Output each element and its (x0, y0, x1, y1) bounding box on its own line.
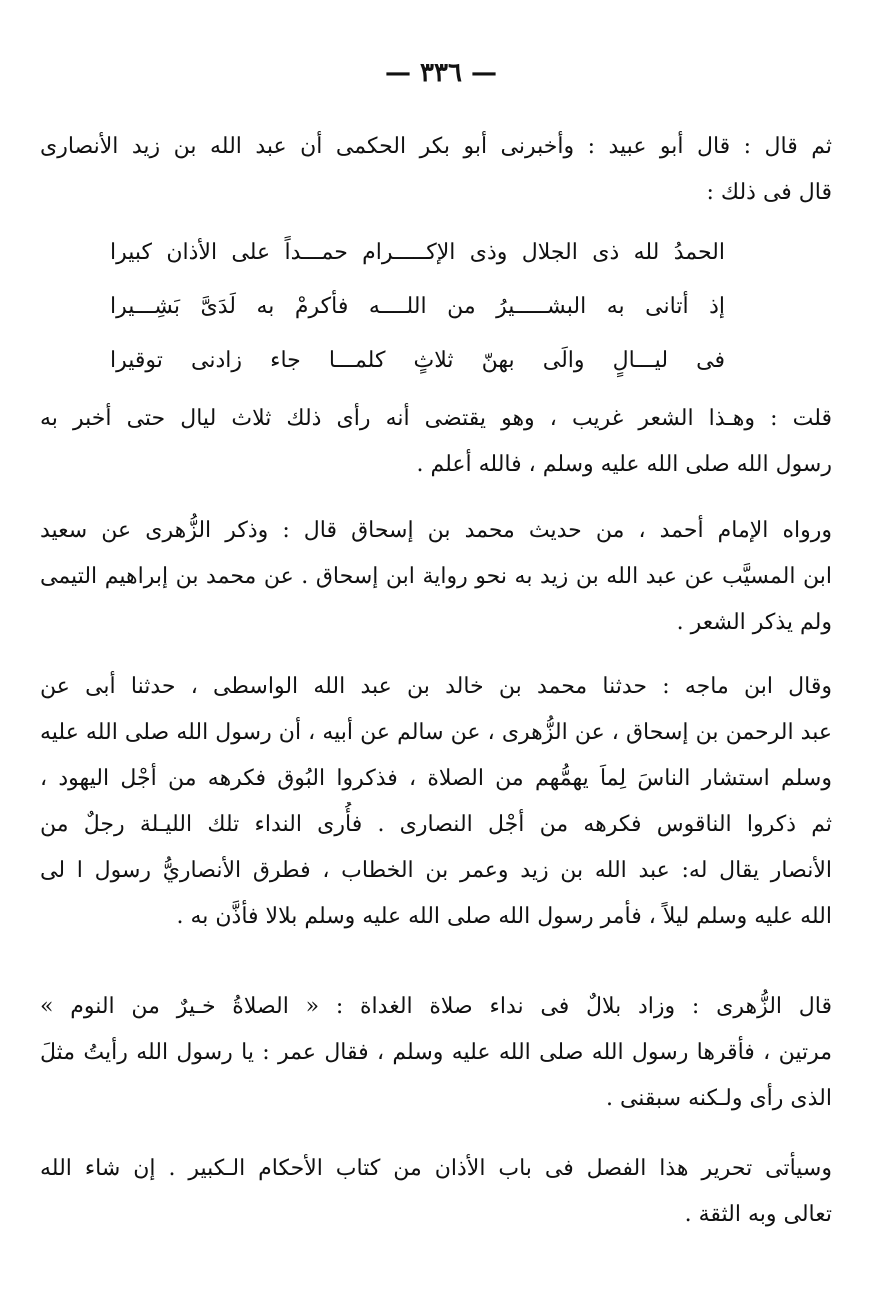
page-number: — ٣٣٦ — (384, 58, 498, 88)
poem-verse: الحمدُ لله ذى الجلال وذى الإكـــــرام حمـــداً على الأذان كبيرا (110, 240, 725, 265)
text-line: الله عليه وسلم ليلاً ، فأمر رسول الله صلى الله عليه وسلم بلالا فأذَّن به . (176, 904, 832, 929)
text-line: ثم ذكروا الناقوس فكرهه من أجْل النصارى . فأُرى النداء تلك الليـلة رجلٌ من (40, 812, 832, 837)
poem-verse: فى ليـــالٍ والَى بهنّ ثلاثٍ كلمـــا جاء زادنى توقيرا (110, 348, 725, 373)
paragraph-closing (40, 1146, 832, 1238)
text-line: قال الزُّهرى : وزاد بلالٌ فى نداء صلاة الغداة : « الصلاةُ خـيرٌ من النوم » (40, 994, 832, 1019)
text-line: ثم قال : قال أبو عبيد : وأخبرنى أبو بكر الحكمى أن عبد الله بن زيد الأنصارى (40, 134, 832, 159)
text-line: قلت : وهـذا الشعر غريب ، وهو يقتضى أنه رأى ذلك ثلاث ليال حتى أخبر به (40, 406, 832, 431)
paragraph-intro (40, 124, 832, 216)
text-line: وسيأتى تحرير هذا الفصل فى باب الأذان من كتاب الأحكام الـكبير . إن شاء الله (40, 1156, 832, 1181)
text-line: مرتين ، فأقرها رسول الله صلى الله عليه وسلم ، فقال عمر : يا رسول الله رأيتُ مثلَ (40, 1040, 832, 1065)
text-line: عبد الرحمن بن إسحاق ، عن الزُّهرى ، عن سالم عن أبيه ، أن رسول الله صلى الله عليه (40, 720, 832, 745)
paragraph-ibn-majah (40, 664, 832, 940)
paragraph-comment (40, 396, 832, 488)
text-line: وقال ابن ماجه : حدثنا محمد بن خالد بن عبد الله الواسطى ، حدثنا أبى عن (40, 674, 832, 699)
text-line: ورواه الإمام أحمد ، من حديث محمد بن إسحاق قال : وذكر الزُّهرى عن سعيد (40, 518, 832, 543)
poem (110, 226, 725, 388)
text-line: الأنصار يقال له: عبد الله بن زيد وعمر بن الخطاب ، فطرق الأنصاريُّ رسول ا لى (40, 858, 832, 883)
text-line: قال فى ذلك : (706, 180, 832, 205)
text-line: وسلم استشار الناسَ لِماَ يهمُّهم من الصلاة ، فذكروا البُوق فكرهه من أجْل اليهود ، (40, 766, 832, 791)
text-line: ولم يذكر الشعر . (676, 610, 832, 635)
text-line: الذى رأى ولـكنه سبقنى . (605, 1086, 832, 1111)
poem-verse: إذ أتانى به البشـــــيرُ من اللــــه فأكرمْ به لَدَىَّ بَشِـــيرا (110, 294, 725, 319)
text-line: ابن المسيَّب عن عبد الله بن زيد به نحو رواية ابن إسحاق . عن محمد بن إبراهيم التيمى (40, 564, 832, 589)
paragraph-ahmad (40, 508, 832, 646)
text-line: رسول الله صلى الله عليه وسلم ، فالله أعلم . (416, 452, 832, 477)
text-line: تعالى وبه الثقة . (684, 1202, 832, 1227)
paragraph-zuhri (40, 984, 832, 1122)
